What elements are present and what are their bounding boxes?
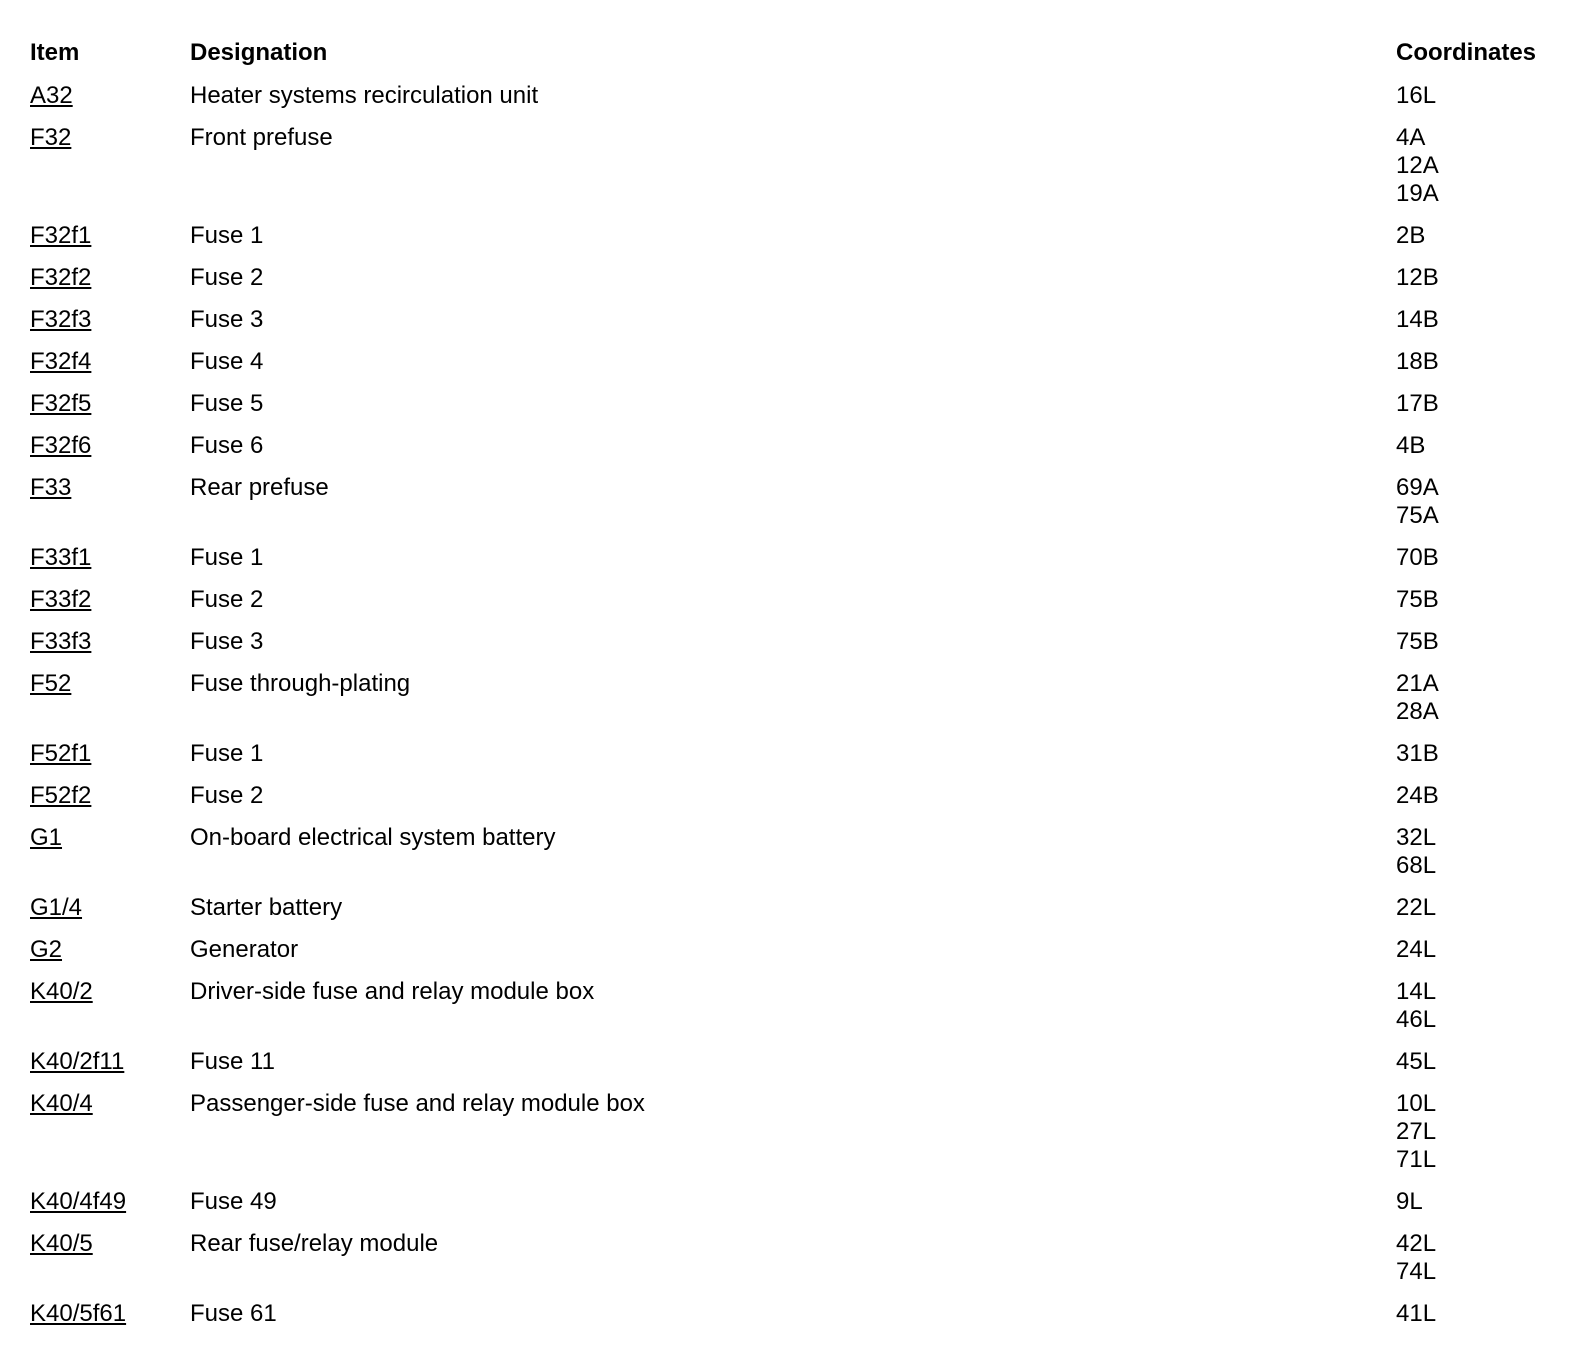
item-link[interactable]: K40/4 xyxy=(30,1090,93,1117)
coordinates-cell xyxy=(1396,1090,1436,1174)
coordinates-cell xyxy=(1396,824,1436,880)
coordinate-value: 31B xyxy=(1396,740,1439,767)
item-link[interactable]: A32 xyxy=(30,82,73,109)
item-link[interactable]: F33f1 xyxy=(30,544,92,571)
designation-text: Passenger-side fuse and relay module box xyxy=(190,1090,645,1117)
designation-text: Fuse 49 xyxy=(190,1188,277,1215)
coordinate-value: 10L xyxy=(1396,1090,1437,1117)
designation-text: Fuse 2 xyxy=(190,782,264,809)
column-header-coordinates: Coordinates xyxy=(1396,39,1537,66)
coordinates-cell xyxy=(1396,1188,1423,1216)
designation-text: Fuse 2 xyxy=(190,586,264,613)
column-header-designation: Designation xyxy=(190,39,328,66)
item-link[interactable]: F32f5 xyxy=(30,390,92,417)
coordinates-cell xyxy=(1396,348,1439,376)
coordinate-value: 75B xyxy=(1396,586,1439,613)
coordinate-value: 22L xyxy=(1396,894,1437,921)
coordinates-cell xyxy=(1396,894,1436,922)
designation-text: Front prefuse xyxy=(190,124,333,151)
coordinates-cell xyxy=(1396,432,1425,460)
coordinate-value: 24L xyxy=(1396,936,1437,963)
coordinates-cell xyxy=(1396,222,1425,250)
coordinate-value: 4B xyxy=(1396,432,1426,459)
designation-text: Fuse 4 xyxy=(190,348,264,375)
item-link[interactable]: F33 xyxy=(30,474,72,501)
coordinate-value: 27L xyxy=(1396,1118,1437,1145)
coordinate-value: 75B xyxy=(1396,628,1439,655)
coordinate-value: 41L xyxy=(1396,1300,1437,1327)
item-link[interactable]: K40/5f61 xyxy=(30,1300,127,1327)
coordinate-value: 4A xyxy=(1396,124,1426,151)
coordinates-cell xyxy=(1396,474,1439,530)
designation-text: Driver-side fuse and relay module box xyxy=(190,978,595,1005)
coordinates-cell xyxy=(1396,740,1439,768)
coordinates-cell xyxy=(1396,1300,1436,1328)
designation-text: Rear prefuse xyxy=(190,474,329,501)
coordinates-cell xyxy=(1396,936,1436,964)
item-link[interactable]: F32f1 xyxy=(30,222,92,249)
item-link[interactable]: G1 xyxy=(30,824,63,851)
coordinate-value: 18B xyxy=(1396,348,1439,375)
coordinate-value: 16L xyxy=(1396,82,1437,109)
coordinate-value: 32L xyxy=(1396,824,1437,851)
coordinate-value: 17B xyxy=(1396,390,1439,417)
designation-text: Fuse 5 xyxy=(190,390,264,417)
designation-text: Generator xyxy=(190,936,299,963)
coordinate-value: 19A xyxy=(1396,180,1439,207)
coordinates-cell xyxy=(1396,390,1439,418)
coordinate-value: 45L xyxy=(1396,1048,1437,1075)
coordinates-cell xyxy=(1396,628,1439,656)
designation-text: Starter battery xyxy=(190,894,343,921)
item-link[interactable]: F32 xyxy=(30,124,72,151)
coordinate-value: 68L xyxy=(1396,852,1437,879)
item-link[interactable]: K40/4f49 xyxy=(30,1188,127,1215)
coordinates-cell xyxy=(1396,124,1439,208)
coordinates-cell xyxy=(1396,782,1439,810)
coordinates-cell xyxy=(1396,978,1436,1034)
item-link[interactable]: F33f3 xyxy=(30,628,92,655)
coordinates-cell xyxy=(1396,306,1439,334)
coordinates-cell xyxy=(1396,544,1439,572)
item-link[interactable]: G2 xyxy=(30,936,63,963)
coordinate-value: 9L xyxy=(1396,1188,1423,1215)
coordinates-cell xyxy=(1396,670,1439,726)
item-link[interactable]: F32f2 xyxy=(30,264,92,291)
item-link[interactable]: F52 xyxy=(30,670,72,697)
coordinate-value: 28A xyxy=(1396,698,1439,725)
designation-text: Fuse 6 xyxy=(190,432,264,459)
coordinate-value: 70B xyxy=(1396,544,1439,571)
item-link[interactable]: F32f3 xyxy=(30,306,92,333)
coordinates-cell xyxy=(1396,82,1436,110)
coordinate-value: 21A xyxy=(1396,670,1439,697)
coordinate-value: 46L xyxy=(1396,1006,1437,1033)
designation-text: Fuse 2 xyxy=(190,264,264,291)
item-link[interactable]: F52f2 xyxy=(30,782,92,809)
designation-text: Rear fuse/relay module xyxy=(190,1230,439,1257)
designation-text: Heater systems recirculation unit xyxy=(190,82,539,109)
designation-text: Fuse 1 xyxy=(190,544,264,571)
coordinate-value: 12A xyxy=(1396,152,1439,179)
coordinate-value: 75A xyxy=(1396,502,1439,529)
coordinate-value: 24B xyxy=(1396,782,1439,809)
designation-text: Fuse 11 xyxy=(190,1048,275,1075)
item-link[interactable]: F32f6 xyxy=(30,432,92,459)
column-header-item: Item xyxy=(30,39,80,66)
coordinates-cell xyxy=(1396,264,1439,292)
coordinate-value: 2B xyxy=(1396,222,1426,249)
coordinates-cell xyxy=(1396,1230,1436,1286)
coordinates-cell xyxy=(1396,586,1439,614)
item-link[interactable]: F52f1 xyxy=(30,740,92,767)
coordinates-cell xyxy=(1396,1048,1436,1076)
designation-text: Fuse through-plating xyxy=(190,670,411,697)
item-link[interactable]: F32f4 xyxy=(30,348,92,375)
designation-text: On-board electrical system battery xyxy=(190,824,556,851)
coordinate-value: 42L xyxy=(1396,1230,1437,1257)
item-link[interactable]: K40/2 xyxy=(30,978,93,1005)
coordinate-value: 69A xyxy=(1396,474,1439,501)
coordinate-value: 14B xyxy=(1396,306,1439,333)
coordinate-value: 71L xyxy=(1396,1146,1437,1173)
coordinate-value: 12B xyxy=(1396,264,1439,291)
designation-text: Fuse 3 xyxy=(190,306,264,333)
designation-text: Fuse 61 xyxy=(190,1300,277,1327)
coordinate-value: 14L xyxy=(1396,978,1437,1005)
item-link[interactable]: G1/4 xyxy=(30,894,83,921)
item-link[interactable]: K40/5 xyxy=(30,1230,93,1257)
designation-text: Fuse 1 xyxy=(190,222,264,249)
item-link[interactable]: F33f2 xyxy=(30,586,92,613)
coordinate-value: 74L xyxy=(1396,1258,1437,1285)
designation-text: Fuse 3 xyxy=(190,628,264,655)
item-link[interactable]: K40/2f11 xyxy=(30,1048,125,1075)
designation-text: Fuse 1 xyxy=(190,740,264,767)
